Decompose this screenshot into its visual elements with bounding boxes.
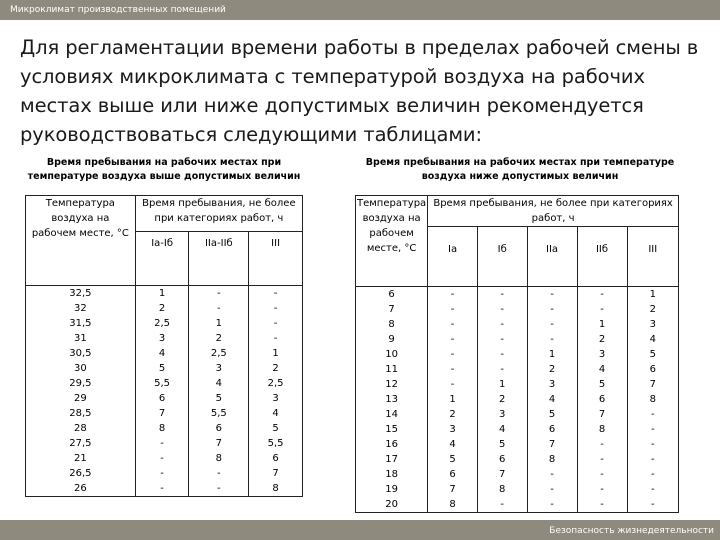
slide-header [0, 0, 720, 20]
time-cell: - [627, 437, 678, 452]
time-cell: 7 [135, 406, 189, 421]
left-category-header: III [249, 232, 303, 286]
time-cell: 6 [249, 451, 303, 466]
time-cell: 6 [428, 467, 478, 482]
time-cell: - [428, 302, 478, 317]
time-cell: - [428, 347, 478, 362]
time-cell: 5 [249, 421, 303, 436]
table-row [356, 392, 679, 407]
temperature-cell: 9 [356, 332, 428, 347]
temperature-cell: 30,5 [26, 346, 136, 361]
time-cell: 5,5 [189, 406, 249, 421]
time-cell: 3 [428, 422, 478, 437]
right-table-body [356, 287, 679, 513]
table-row [356, 452, 679, 467]
time-cell: 4 [135, 346, 189, 361]
right-col-temp-header: Температура воздуха на рабочем месте, °С [356, 196, 428, 287]
time-cell: - [189, 286, 249, 302]
time-cell: 5 [189, 391, 249, 406]
table-row [356, 437, 679, 452]
time-cell: 7 [627, 377, 678, 392]
table-row [26, 421, 303, 436]
time-cell: - [428, 287, 478, 303]
time-cell: - [477, 332, 527, 347]
temperature-cell: 13 [356, 392, 428, 407]
table-row [356, 482, 679, 497]
table-row [26, 316, 303, 331]
table-row [26, 451, 303, 466]
table-row [356, 302, 679, 317]
right-category-header: IIб [577, 227, 627, 287]
time-cell: 2,5 [189, 346, 249, 361]
table-row [356, 407, 679, 422]
temperature-cell: 7 [356, 302, 428, 317]
temperature-cell: 21 [26, 451, 136, 466]
temperature-cell: 10 [356, 347, 428, 362]
right-col-time-header: Время пребывания, не более при категориях работ, ч [428, 196, 679, 227]
time-cell: 2 [627, 302, 678, 317]
time-cell: - [428, 362, 478, 377]
temperature-cell: 26 [26, 481, 136, 497]
time-cell: 7 [577, 407, 627, 422]
table-row [356, 377, 679, 392]
table-row [356, 332, 679, 347]
temperature-cell: 28,5 [26, 406, 136, 421]
time-cell: 2,5 [135, 316, 189, 331]
time-cell: 3 [527, 377, 577, 392]
time-cell: - [577, 287, 627, 303]
time-cell: 8 [627, 392, 678, 407]
time-cell: - [249, 331, 303, 346]
time-cell: 4 [477, 422, 527, 437]
time-cell: 4 [577, 362, 627, 377]
time-cell: 3 [189, 361, 249, 376]
time-cell: 6 [577, 392, 627, 407]
time-cell: 6 [135, 391, 189, 406]
table-row [26, 331, 303, 346]
time-cell: 7 [477, 467, 527, 482]
time-cell: - [627, 482, 678, 497]
time-cell: - [249, 301, 303, 316]
time-cell: 2 [135, 301, 189, 316]
table-row [356, 422, 679, 437]
table-row [356, 287, 679, 303]
temperature-cell: 15 [356, 422, 428, 437]
time-cell: 7 [189, 436, 249, 451]
table-row [26, 406, 303, 421]
time-cell: - [428, 332, 478, 347]
time-cell: 1 [249, 346, 303, 361]
time-cell: - [527, 497, 577, 513]
table-row [26, 346, 303, 361]
temperature-cell: 6 [356, 287, 428, 303]
temperature-cell: 17 [356, 452, 428, 467]
time-cell: - [135, 436, 189, 451]
table-row [26, 391, 303, 406]
time-cell: - [477, 362, 527, 377]
time-cell: 8 [135, 421, 189, 436]
time-cell: 7 [249, 466, 303, 481]
temperature-cell: 8 [356, 317, 428, 332]
slide-heading: Для регламентации времени работы в пределах рабочей смены в условиях микроклимата с температурой воздуха на рабочих местах выше или ниже допустимых величин рекомендуется руководствоваться следующими таблицами: [20, 36, 699, 146]
table-row [356, 362, 679, 377]
left-table [25, 195, 303, 497]
time-cell: 5 [428, 452, 478, 467]
time-cell: 2,5 [249, 376, 303, 391]
time-cell: - [577, 467, 627, 482]
table-row [26, 481, 303, 497]
left-col-temp-header: Температура воздуха на рабочем месте, °С [26, 196, 136, 286]
temperature-cell: 14 [356, 407, 428, 422]
time-cell: 8 [249, 481, 303, 497]
left-category-header: Iа-Iб [135, 232, 189, 286]
time-cell: 8 [477, 482, 527, 497]
time-cell: 2 [577, 332, 627, 347]
temperature-cell: 29 [26, 391, 136, 406]
time-cell: 5 [477, 437, 527, 452]
time-cell: - [577, 452, 627, 467]
time-cell: - [527, 467, 577, 482]
time-cell: 4 [627, 332, 678, 347]
left-category-header: IIа-IIб [189, 232, 249, 286]
time-cell: 8 [189, 451, 249, 466]
temperature-cell: 31 [26, 331, 136, 346]
time-cell: 3 [477, 407, 527, 422]
time-cell: - [627, 452, 678, 467]
time-cell: - [249, 316, 303, 331]
time-cell: - [577, 302, 627, 317]
temperature-cell: 30 [26, 361, 136, 376]
temperature-cell: 26,5 [26, 466, 136, 481]
time-cell: - [477, 287, 527, 303]
time-cell: 3 [249, 391, 303, 406]
temperature-cell: 18 [356, 467, 428, 482]
time-cell: - [428, 377, 478, 392]
table-row [26, 466, 303, 481]
time-cell: 5 [135, 361, 189, 376]
temperature-cell: 29,5 [26, 376, 136, 391]
time-cell: 1 [577, 317, 627, 332]
table-row [356, 497, 679, 513]
temperature-cell: 27,5 [26, 436, 136, 451]
table-row [26, 376, 303, 391]
time-cell: - [477, 347, 527, 362]
time-cell: 8 [527, 452, 577, 467]
time-cell: 6 [627, 362, 678, 377]
temperature-cell: 31,5 [26, 316, 136, 331]
time-cell: - [527, 332, 577, 347]
time-cell: - [477, 497, 527, 513]
temperature-cell: 32 [26, 301, 136, 316]
time-cell: - [527, 317, 577, 332]
time-cell: 5 [577, 377, 627, 392]
time-cell: - [135, 466, 189, 481]
time-cell: 1 [135, 286, 189, 302]
time-cell: 1 [627, 287, 678, 303]
time-cell: - [189, 466, 249, 481]
time-cell: 6 [189, 421, 249, 436]
time-cell: 1 [189, 316, 249, 331]
time-cell: 6 [477, 452, 527, 467]
time-cell: 1 [527, 347, 577, 362]
time-cell: - [249, 286, 303, 302]
time-cell: 4 [189, 376, 249, 391]
slide-footer [0, 520, 720, 540]
time-cell: - [428, 317, 478, 332]
time-cell: - [577, 482, 627, 497]
slide-footer-text: Безопасность жизнедеятельности [549, 526, 714, 536]
time-cell: 5 [527, 407, 577, 422]
right-table [355, 195, 679, 513]
table-row [356, 317, 679, 332]
time-cell: - [189, 481, 249, 497]
time-cell: 3 [577, 347, 627, 362]
time-cell: 8 [428, 497, 478, 513]
time-cell: - [577, 497, 627, 513]
time-cell: 1 [428, 392, 478, 407]
slide-header-title: Микроклимат производственных помещений [10, 5, 226, 15]
temperature-cell: 11 [356, 362, 428, 377]
table-row [356, 467, 679, 482]
right-category-header: Iа [428, 227, 478, 287]
time-cell: - [527, 302, 577, 317]
time-cell: 6 [527, 422, 577, 437]
time-cell: - [135, 481, 189, 497]
right-table-caption: Время пребывания на рабочих местах при температуре воздуха ниже допустимых величин [365, 157, 675, 182]
table-row [26, 286, 303, 302]
time-cell: - [135, 451, 189, 466]
time-cell: - [527, 482, 577, 497]
table-row [26, 436, 303, 451]
temperature-cell: 32,5 [26, 286, 136, 302]
temperature-cell: 19 [356, 482, 428, 497]
time-cell: - [627, 467, 678, 482]
temperature-cell: 12 [356, 377, 428, 392]
time-cell: 5 [627, 347, 678, 362]
table-row [356, 347, 679, 362]
right-category-header: III [627, 227, 678, 287]
time-cell: - [477, 317, 527, 332]
time-cell: 4 [249, 406, 303, 421]
time-cell: - [189, 301, 249, 316]
time-cell: 2 [189, 331, 249, 346]
time-cell: 2 [249, 361, 303, 376]
right-category-header: IIа [527, 227, 577, 287]
time-cell: 4 [428, 437, 478, 452]
left-table-caption: Время пребывания на рабочих местах при температуре воздуха выше допустимых величин [27, 157, 301, 182]
time-cell: 7 [428, 482, 478, 497]
left-table-body [26, 286, 303, 497]
time-cell: 5,5 [135, 376, 189, 391]
time-cell: - [627, 407, 678, 422]
time-cell: 1 [477, 377, 527, 392]
time-cell: 3 [627, 317, 678, 332]
time-cell: - [527, 287, 577, 303]
right-category-header: Iб [477, 227, 527, 287]
time-cell: 5,5 [249, 436, 303, 451]
time-cell: - [477, 302, 527, 317]
time-cell: - [627, 497, 678, 513]
time-cell: 8 [577, 422, 627, 437]
temperature-cell: 28 [26, 421, 136, 436]
temperature-cell: 16 [356, 437, 428, 452]
table-row [26, 301, 303, 316]
time-cell: 2 [428, 407, 478, 422]
time-cell: - [577, 437, 627, 452]
table-row [26, 361, 303, 376]
time-cell: 3 [135, 331, 189, 346]
temperature-cell: 20 [356, 497, 428, 513]
left-col-time-header: Время пребывания, не более при категориях работ, ч [135, 196, 302, 232]
time-cell: 7 [527, 437, 577, 452]
time-cell: 2 [477, 392, 527, 407]
time-cell: 2 [527, 362, 577, 377]
time-cell: 4 [527, 392, 577, 407]
time-cell: - [627, 422, 678, 437]
